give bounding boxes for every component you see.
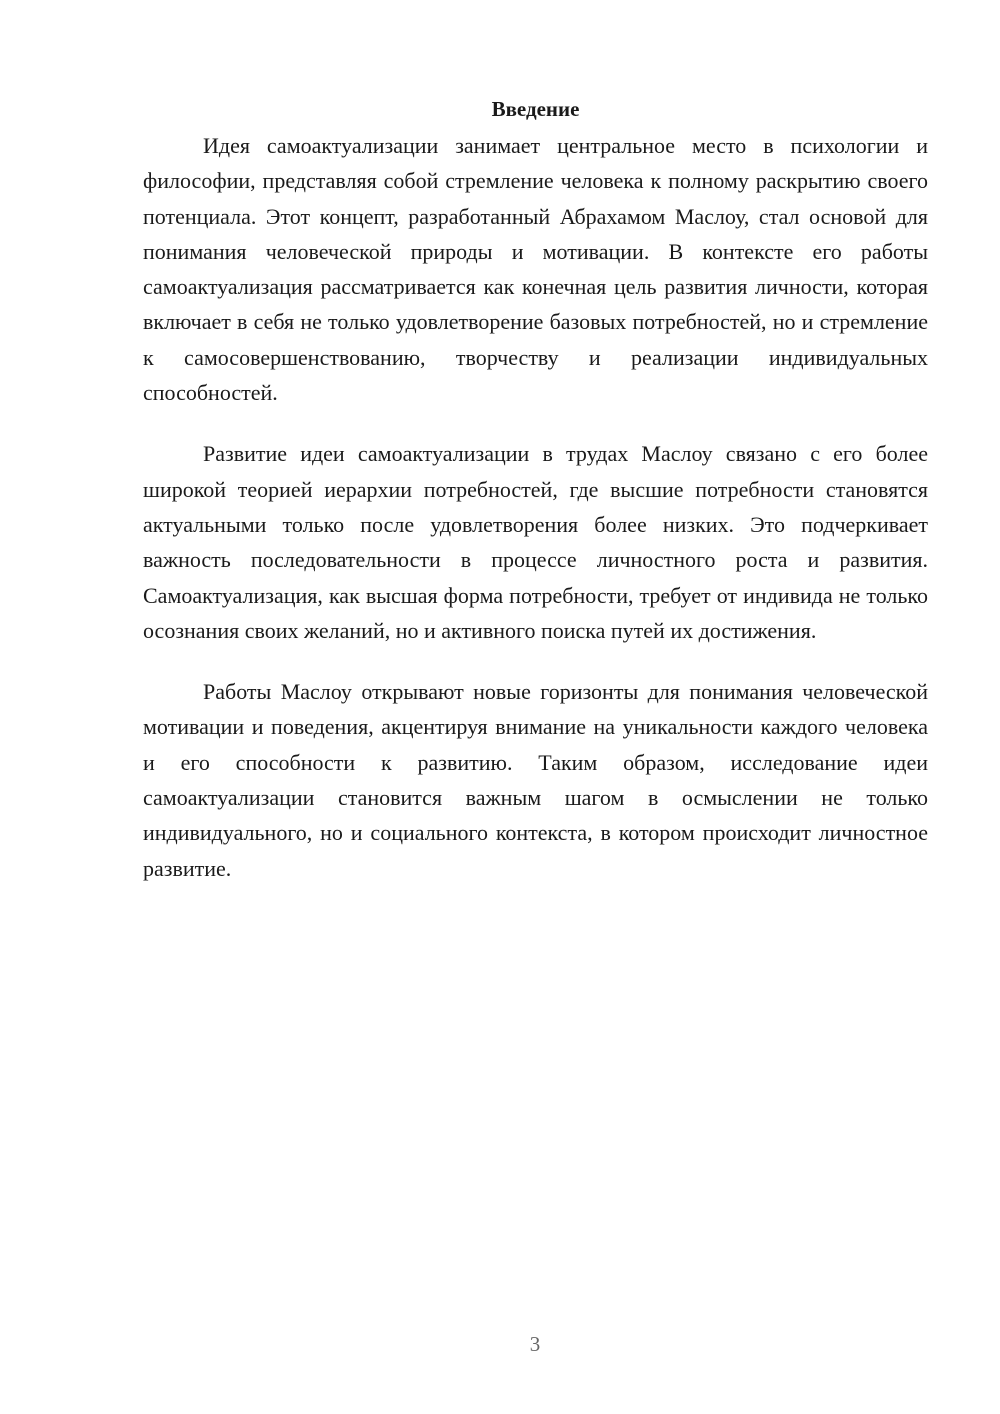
page-content bbox=[143, 92, 928, 886]
paragraph-1: Идея самоактуализации занимает центральное место в психологии и философии, представляя собой стремление человека к полному раскрытию своего потенциала. Этот концепт, разработанный Абрахамом Маслоу, стал основой для понимания человеческой природы и мотивации. В контексте его работы самоактуализация рассматривается как конечная цель развития личности, которая включает в себя не только удовлетворение базовых потребностей, но и стремление к самосовершенствованию, творчеству и реализации индивидуальных способностей. bbox=[143, 133, 928, 406]
paragraph-3: Работы Маслоу открывают новые горизонты для понимания человеческой мотивации и поведения, акцентируя внимание на уникальности каждого человека и его способности к развитию. Таким образом, исследование идеи самоактуализации становится важным шагом в осмыслении не только индивидуального, но и социального контекста, в котором происходит личностное развитие. bbox=[143, 679, 928, 881]
section-title: Введение bbox=[491, 97, 580, 121]
page-number: 3 bbox=[529, 1332, 541, 1356]
paragraph-2: Развитие идеи самоактуализации в трудах Маслоу связано с его более широкой теорией иерархии потребностей, где высшие потребности становятся актуальными только после удовлетворения более низких. Это подчеркивает важность последовательности в процессе личностного роста и развития. Самоактуализация, как высшая форма потребности, требует от индивида не только осознания своих желаний, но и активного поиска путей их достижения. bbox=[143, 441, 928, 643]
